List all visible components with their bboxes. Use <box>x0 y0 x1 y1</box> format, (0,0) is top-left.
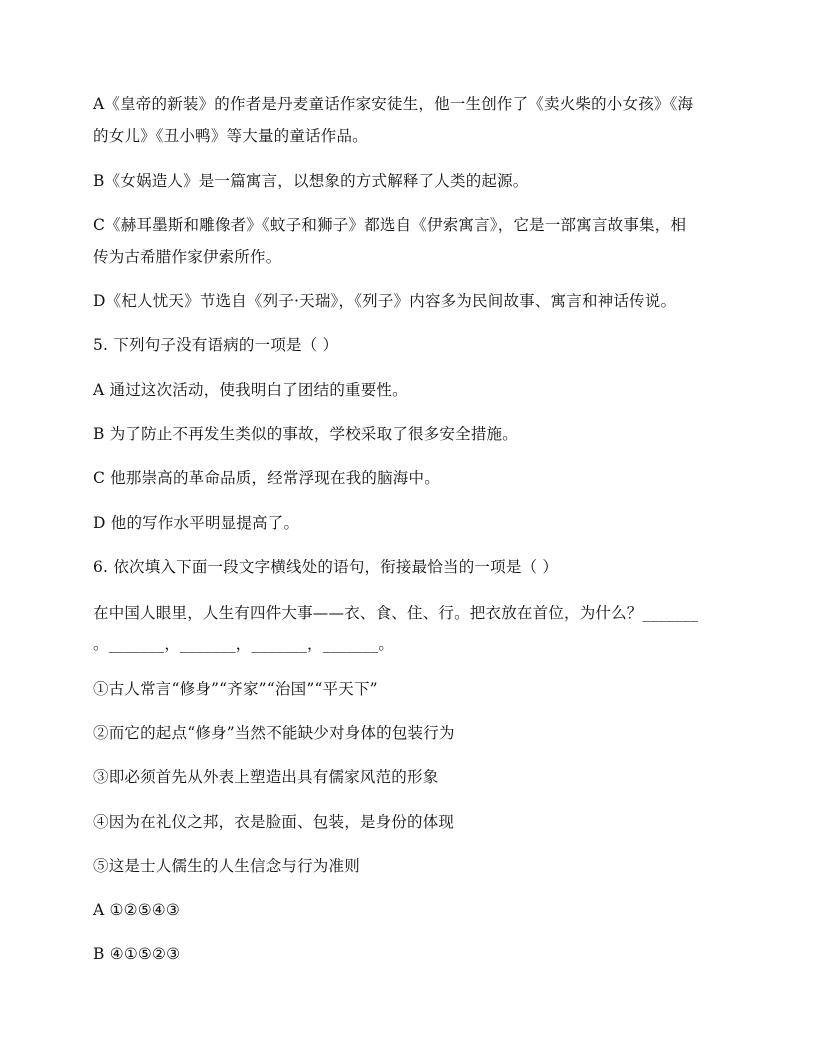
q6-option-b: B ④①⑤②③ <box>93 945 181 963</box>
q5-option-d: D 他的写作水平明显提高了。 <box>93 514 300 532</box>
option-b-line: B《女娲造人》是一篇寓言，以想象的方式解释了人类的起源。 <box>93 172 529 190</box>
q6-sentence-2: ②而它的起点“修身”当然不能缺少对身体的包装行为 <box>93 724 455 742</box>
option-a-line-1: A《皇帝的新装》的作者是丹麦童话作家安徒生，他一生创作了《卖火柴的小女孩》《海 <box>93 95 694 113</box>
option-c-line-2: 传为古希腊作家伊索所作。 <box>93 248 282 266</box>
q5-option-c: C 他那崇高的革命品质，经常浮现在我的脑海中。 <box>93 469 440 487</box>
option-c-line-1: C《赫耳墨斯和雕像者》《蚊子和狮子》都选自《伊索寓言》，它是一部寓言故事集，相 <box>93 216 687 234</box>
q5-option-a: A 通过这次活动，使我明白了团结的重要性。 <box>93 381 408 399</box>
q6-sentence-4: ④因为在礼仪之邦，衣是脸面、包装，是身份的体现 <box>93 813 455 831</box>
q6-passage-line-1: 在中国人眼里，人生有四件大事——衣、食、住、行。把衣放在首位，为什么？_______ <box>93 604 699 622</box>
q6-sentence-3: ③即必须首先从外表上塑造出具有儒家风范的形象 <box>93 768 439 786</box>
question-5: 5. 下列句子没有语病的一项是（ ） <box>93 336 339 354</box>
question-6: 6. 依次填入下面一段文字横线处的语句，衔接最恰当的一项是（ ） <box>93 558 559 576</box>
q5-option-b: B 为了防止不再发生类似的事故，学校采取了很多安全措施。 <box>93 425 518 443</box>
q6-sentence-1: ①古人常言“修身”“齐家”“治国”“平天下” <box>93 680 378 698</box>
option-d-line: D《杞人忧天》节选自《列子·天瑞》，《列子》内容多为民间故事、寓言和神话传说。 <box>93 292 677 310</box>
q6-option-a: A ①②⑤④③ <box>93 901 180 919</box>
q6-passage-line-2: 。_______，_______，_______，_______。 <box>93 635 395 653</box>
q6-sentence-5: ⑤这是士人儒生的人生信念与行为准则 <box>93 857 360 875</box>
option-a-line-2: 的女儿》《丑小鸭》等大量的童话作品。 <box>93 127 368 145</box>
